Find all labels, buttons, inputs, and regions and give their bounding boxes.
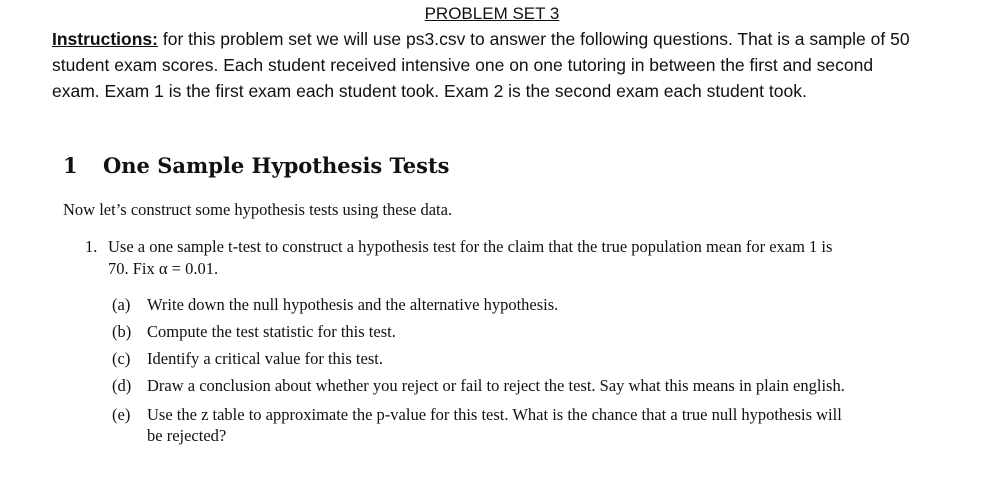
subpart-e bbox=[112, 404, 852, 446]
instructions-text: for this problem set we will use ps3.csv to answer the following questions. That is a sample of 50 student exam scores. Each student received intensive one on one tutoring in between the first and second exam. Exam 1 is the first exam each student took. Exam 2 is the second exam each student took. bbox=[52, 29, 910, 101]
subpart-label: (c) bbox=[112, 349, 131, 368]
subpart-text: Write down the null hypothesis and the alternative hypothesis. bbox=[147, 295, 559, 314]
subpart-label: (b) bbox=[112, 322, 132, 341]
subpart-label: (a) bbox=[112, 295, 131, 314]
subpart-text: Identify a critical value for this test. bbox=[147, 349, 383, 368]
subpart-d bbox=[112, 375, 852, 396]
instructions-paragraph bbox=[52, 26, 912, 104]
subpart-text: Draw a conclusion about whether you reject or fail to reject the test. Say what this means in plain english. bbox=[147, 376, 845, 395]
question-text: Use a one sample t-test to construct a hypothesis test for the claim that the true population mean for exam 1 is 70. Fix α = 0.01. bbox=[108, 237, 833, 278]
subpart-text: Compute the test statistic for this test. bbox=[147, 322, 396, 341]
page-title: PROBLEM SET 3 bbox=[424, 4, 560, 23]
section-intro: Now let’s construct some hypothesis tests using these data. bbox=[63, 200, 453, 219]
subpart-a bbox=[112, 294, 852, 315]
subpart-text: Use the z table to approximate the p-value for this test. What is the chance that a true null hypothesis will be rejected? bbox=[147, 405, 842, 445]
question-number: 1. bbox=[85, 237, 98, 256]
section-number: 1 bbox=[63, 153, 78, 178]
subpart-label: (e) bbox=[112, 405, 131, 424]
instructions-label: Instructions: bbox=[52, 29, 158, 49]
section-heading bbox=[63, 152, 449, 180]
subpart-label: (d) bbox=[112, 376, 132, 395]
subpart-c bbox=[112, 348, 852, 369]
question-subparts bbox=[112, 294, 852, 452]
section-title: One Sample Hypothesis Tests bbox=[103, 153, 450, 178]
question-1 bbox=[85, 236, 845, 280]
subpart-b bbox=[112, 321, 852, 342]
